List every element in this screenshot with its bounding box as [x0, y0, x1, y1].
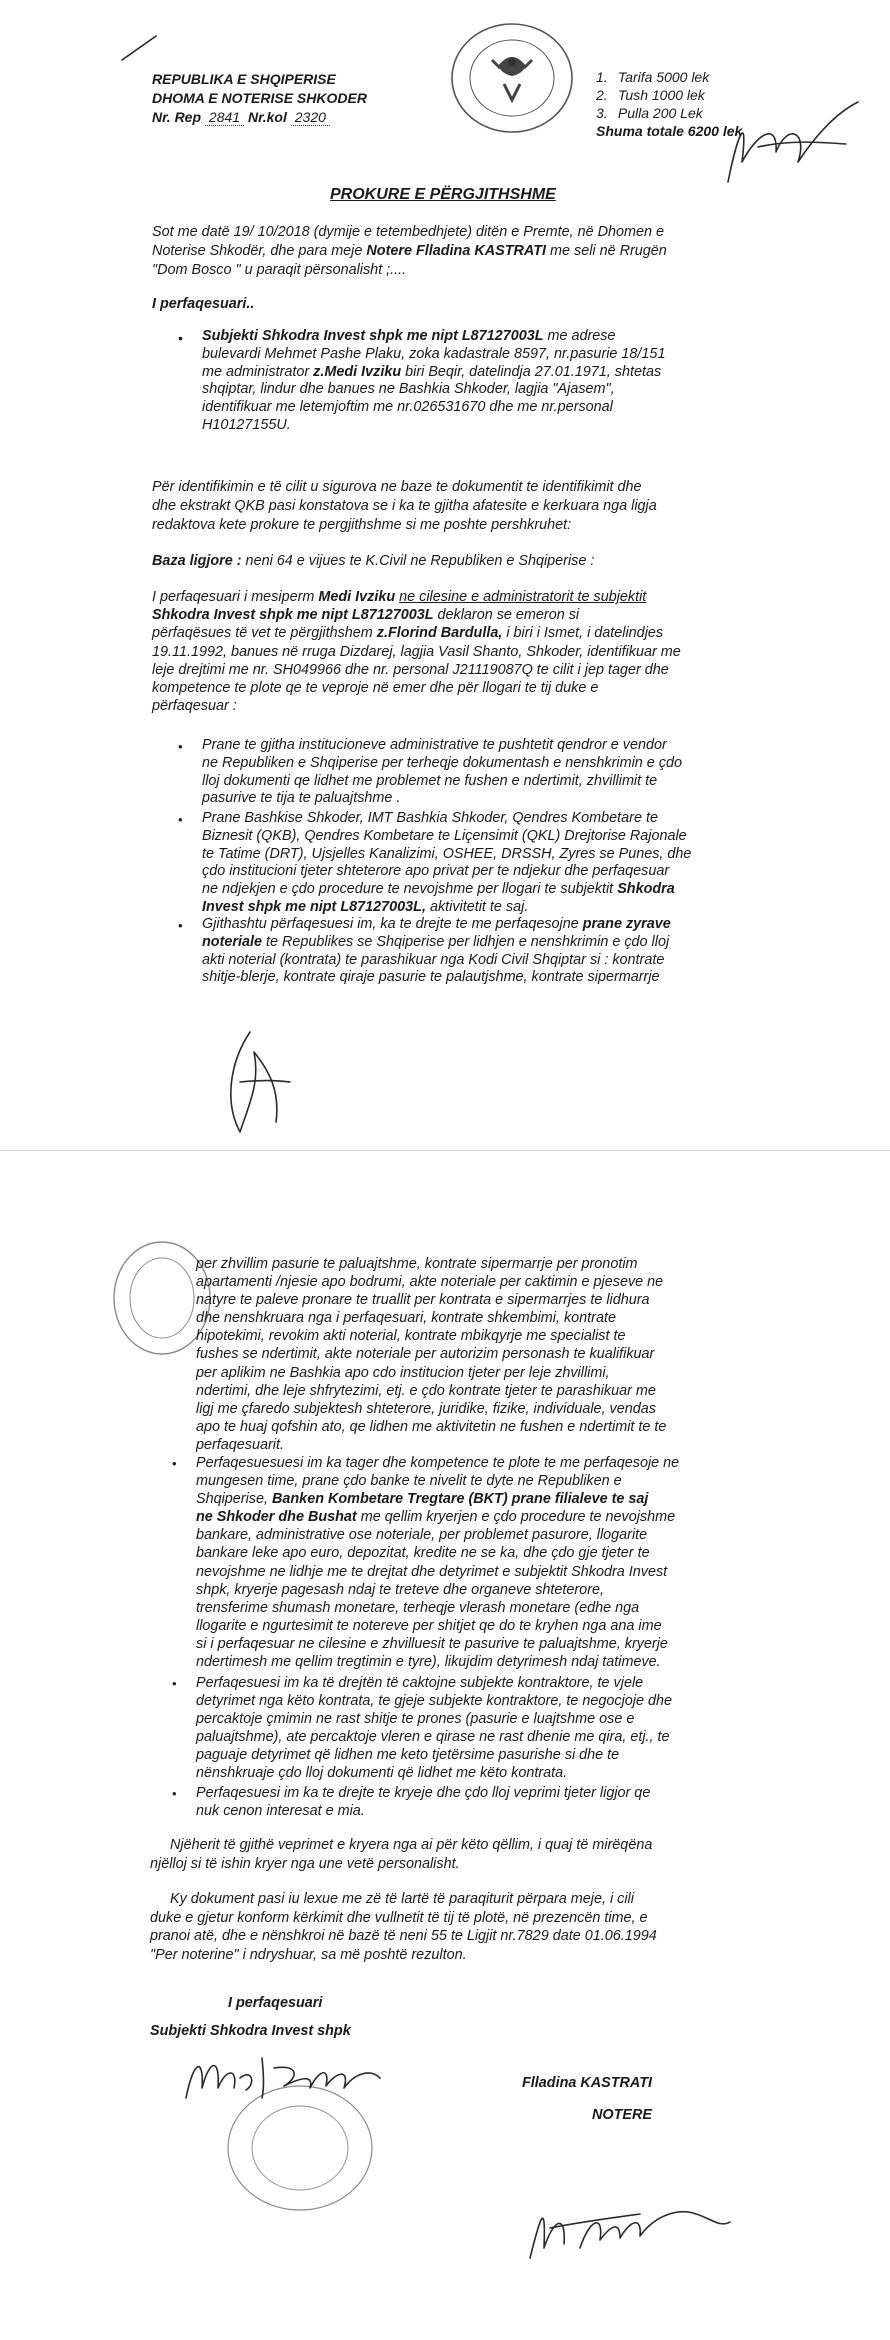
- fee-row: 3. Pulla 200 Lek: [596, 105, 703, 121]
- bank-paragraph: Perfaqesuesuesi im ka tager dhe kompetence te plote te me perfaqesoje ne mungesen time, prane çdo banke te nivelit te dyte ne Republiken e Shqiperise, Banken Kombetare Tregtare (BKT) prane filialeve te saj ne Shkoder dhe Bushat me qellim kryerjen e çdo procedure te nevojshme bankare, administrative ose noteriale, per problemet pasurore, llogarite bankare leke apo euro, depozitat, kredite ne se ka, dhe çdo gje tjeter te nevojshme ne lidhje me te drejtat dhe detyrimet e subjektit Shkodra Invest shpk, kryerje pagesash ndaj te treteve dhe organeve shteterore, trensferime shumash monetare, terheqje vlerash monetare (edhe nga llogarite e ngurtesimit te notereve per shitjet qe do te kryhen nga ana ime si i perfaqesuar ne cilesine e zhvilluesit te pasurive te paluajtshme, kryerje ndertimesh me qellim tregtimin e tyre), likujdim detyrimesh ndaj tatimeve.: [196, 1455, 680, 1671]
- rep-number: 2841: [205, 109, 244, 126]
- notary-role: NOTERE: [592, 2107, 652, 2123]
- kol-number: 2320: [291, 109, 330, 126]
- bullet-item: Prane te gjitha institucioneve administrative te pushtetit qendror e vendor ne Republiken e Shqiperise per terheqje dokumentash e nenshkrimin e çdo lloj dokumenti qe lidhet me problemet ne fushen e ndertimit, zhvillimit te pasurive te tija te paluajtshme .: [202, 737, 682, 807]
- notary-seal-icon: [448, 18, 578, 138]
- other-acts-paragraph: Perfaqesuesi im ka te drejte te kryeje dhe çdo lloj veprimi tjeter ligjor qe nuk cenon interesat e mia.: [196, 1785, 651, 1820]
- bullet-item: Prane Bashkise Shkoder, IMT Bashkia Shkoder, Qendres Kombetare te Biznesit (QKB), Qendres Kombetare te Liçensimit (QKL) Drejtorise Rajonale te Tatime (DRT), Ujsjelles Kanalizimi, OSHEE, DRSSH, Zyres se Punes, dhe çdo institucioni tjeter shteterore apo privat per te ndjekur dhe perfaqesuar ne ndjekjen e çdo procedure te nevojshme per llogari te subjektit Shkodra Invest shpk me nipt L87127003L, aktivitetit te saj.: [202, 810, 692, 915]
- bullet-icon: •: [178, 330, 183, 346]
- fee-total: Shuma totale 6200 lek: [596, 123, 743, 139]
- obligations-paragraph: Perfaqesuesi im ka të drejtën të caktojne subjekte kontraktore, te vjele detyrimet nga këto kontrata, te gjeje subjekte kontraktore, te negocjoje dhe percaktoje çmimin ne rast shitje te prones (pasurie e luajtshme ose e paluajtshme), ate percaktoje vleren e qirase ne rast dhenie me qira, etj., te paguaje detyrimet që lidhen me keto tjetërsime pasurishe si dhe te nënshkruaje çdo lloj dokumenti që lidhet me këto kontrata.: [196, 1675, 672, 1782]
- continuation-paragraph: per zhvillim pasurie te paluajtshme, kontrate sipermarrje per pronotim apartamenti /njesie apo bodrumi, akte noteriale per caktimin e pjeseve ne natyre te paleve pronare te truallit per kontrata e sipermarrjes te lidhura dhe nenshkruara nga i perfaqesuari, kontrate shkembimi, kontrate hipotekimi, revokim akti noterial, kontrate mbikqyrje me specialist te fushes se ndertimit, akte noteriale per autorizim personash te kualifikuar per aplikim ne Bashkia apo cdo institucion tjeter per leje zhvillimi, ndertimi, dhe leje shfrytezimi, etj. e çdo kontrate tjeter te parashikuar me ligj me çfaredo subjektesh shteterore, juridike, fizike, individuale, vendas apo te huaj qofshin ato, qe lidhen me aktivitetin ne fushen e ndertimit te te perfaqesuarit.: [196, 1256, 667, 1453]
- bullet-icon: •: [172, 1456, 177, 1471]
- declaration-paragraph: I perfaqesuari i mesiperm Medi Ivziku ne cilesine e administratorit te subjektit Shkodra Invest shpk me nipt L87127003L deklaron se emeron si përfaqësues të vet te përgjithshem z.Florind Bardulla, i biri i Ismet, i datelindjes 19.11.1992, banues në rruga Dizdarej, lagjia Vasil Shanto, Shkoder, identifikuar me leje drejtimi me nr. SH049966 dhe nr. personal J21119087Q te cilit i jep tager dhe kompetence te plote qe te veproje në emer dhe për llogari te tij duke e përfaqesuar :: [152, 589, 681, 715]
- document-page-1: [0, 0, 890, 1168]
- header-chamber: DHOMA E NOTERISE SHKODER: [152, 90, 367, 106]
- header-republic: REPUBLIKA E SHQIPERISE: [152, 71, 336, 87]
- reading-paragraph: Ky dokument pasi iu lexue me zë të lartë të paraqiturit përpara meje, i cili duke e gjetur konform kërkimit dhe vullnetit të tij të plotë, në prezencën time, e pranoi atë, dhe e nënshkroi në bazë të neni 55 te Ligjit nr.7829 date 01.06.1994 "Per noterine" i ndryshuar, sa më poshtë rezulton.: [150, 1891, 657, 1963]
- identification-paragraph: Për identifikimin e të cilit u sigurova ne baze te dokumentit te identifikimit dhe dhe ekstrakt QKB pasi konstatova se i ka te gjitha afatesite e kerkuara nga ligja redaktova kete prokure te pergjithshme si me poshte pershkruhet:: [152, 479, 657, 534]
- handwritten-signature-icon: [718, 92, 868, 192]
- subject-paragraph: Subjekti Shkodra Invest shpk me nipt L87127003L me adrese bulevardi Mehmet Pashe Plaku, zoka kadastrale 8597, nr.pasurie 18/151 me administrator z.Medi Ivziku biri Beqir, datelindja 27.01.1971, shtetas shqiptar, lindur dhe banues ne Bashkia Shkoder, lagjia "Ajasem", identifikuar me letemjoftim me nr.026531670 dhe me nr.personal H10127155U.: [202, 328, 666, 433]
- notary-name: Flladina KASTRATI: [522, 2075, 653, 2091]
- bullet-item: Gjithashtu përfaqesuesi im, ka te drejte te me perfaqesojne prane zyrave noteriale te Republikes se Shqiperise per lidhjen e nenshkrimin e çdo lloj akti noterial (kontrata) te parashikuar nga Kodi Civil Shqiptar si : kontrate shitje-blerje, kontrate qiraje pasurie te palautjshme, kontrate sipermarrje: [202, 916, 671, 986]
- pen-mark-icon: [120, 34, 160, 64]
- simultaneous-paragraph: Njëherit të gjithë veprimet e kryera nga ai për këto qëllim, i quaj të mirëqëna njëlloj si të ishin kryer nga une vetë personalisht.: [150, 1837, 653, 1872]
- document-title: PROKURE E PËRGJITHSHME: [330, 186, 556, 203]
- rep-label: Nr. Rep: [152, 109, 202, 125]
- bullet-icon: •: [178, 918, 183, 933]
- represented-label: I perfaqesuari: [228, 1995, 323, 2011]
- kol-label: Nr.kol: [247, 109, 287, 125]
- represented-company: Subjekti Shkodra Invest shpk: [150, 2023, 351, 2039]
- bullet-icon: •: [172, 1676, 177, 1691]
- header-registry: [152, 108, 330, 126]
- fee-row: 2. Tush 1000 lek: [596, 87, 705, 103]
- represented-heading: I perfaqesuari..: [152, 296, 255, 312]
- handwritten-signature-icon: [220, 1022, 300, 1142]
- fee-row: 1. Tarifa 5000 lek: [596, 69, 710, 85]
- bullet-icon: •: [178, 812, 183, 827]
- page-edge: [0, 1150, 890, 1151]
- document-page-2: [0, 1188, 890, 2340]
- intro-paragraph: Sot me datë 19/ 10/2018 (dymije e tetembedhjete) ditën e Premte, në Dhomen e Noterise Shkodër, dhe para meje Notere Flladina KASTRATI me seli në Rrugën "Dom Bosco " u paraqit përsonalisht ;....: [152, 224, 667, 279]
- bullet-icon: •: [172, 1786, 177, 1801]
- legal-basis: Baza ligjore : neni 64 e vijues te K.Civil ne Republiken e Shqiperise :: [152, 553, 595, 569]
- bullet-icon: •: [178, 739, 183, 754]
- page-gap: [0, 1168, 890, 1188]
- handwritten-signature-icon: [520, 2178, 740, 2268]
- handwritten-signature-icon: [180, 2038, 430, 2218]
